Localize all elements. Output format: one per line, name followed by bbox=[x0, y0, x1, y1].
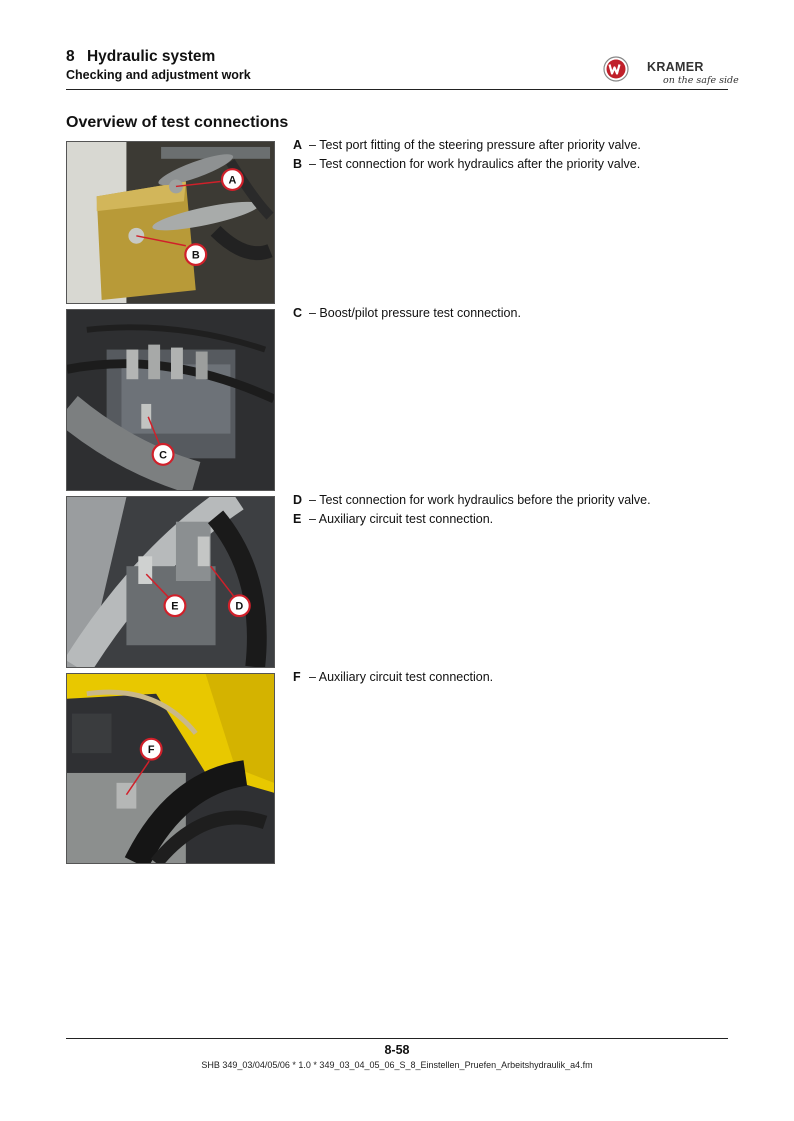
chapter-title: Hydraulic system bbox=[86, 48, 216, 65]
legend-group-d-e bbox=[293, 491, 651, 529]
footer-divider bbox=[66, 1038, 728, 1039]
legend-group-c bbox=[293, 304, 521, 323]
legend-group-f bbox=[293, 668, 493, 687]
legend-letter: F bbox=[293, 670, 301, 684]
legend-letter: B bbox=[293, 157, 303, 171]
legend-letter: C bbox=[293, 306, 303, 320]
photo-test-port-f bbox=[66, 673, 275, 864]
photo-test-ports-a-b bbox=[66, 141, 275, 304]
legend-item bbox=[293, 155, 641, 174]
legend-item bbox=[293, 491, 651, 510]
callout-label: C bbox=[159, 449, 168, 462]
callout-label: F bbox=[147, 744, 155, 757]
legend-text: – Auxiliary circuit test connection. bbox=[309, 670, 494, 684]
kramer-w-icon bbox=[603, 56, 629, 82]
legend-item bbox=[293, 510, 651, 529]
legend-text: – Auxiliary circuit test connection. bbox=[309, 512, 494, 526]
section-title: Overview of test connections bbox=[66, 114, 289, 131]
logo-tagline: on the safe side bbox=[663, 75, 739, 86]
chapter-heading bbox=[66, 48, 215, 66]
callout-label: B bbox=[191, 249, 200, 262]
page-number: 8-58 bbox=[384, 1043, 410, 1057]
document-id: SHB 349_03/04/05/06 * 1.0 * 349_03_04_05_06_S_8_Einstellen_Pruefen_Arbeitshydraulik_a4.fm bbox=[201, 1060, 593, 1070]
kramer-logo bbox=[603, 55, 739, 89]
legend-text: – Test port fitting of the steering pressure after priority valve. bbox=[309, 138, 641, 152]
legend-group-a-b bbox=[293, 136, 641, 174]
chapter-subtitle: Checking and adjustment work bbox=[66, 68, 251, 82]
chapter-number: 8 bbox=[66, 48, 75, 65]
callout-label: A bbox=[228, 174, 237, 187]
legend-item bbox=[293, 136, 641, 155]
legend-item bbox=[293, 668, 493, 687]
photo-test-port-c bbox=[66, 309, 275, 491]
callout-label: D bbox=[235, 600, 244, 613]
logo-brand: KRAMER bbox=[647, 60, 704, 74]
legend-text: – Test connection for work hydraulics after the priority valve. bbox=[309, 157, 641, 171]
legend-letter: A bbox=[293, 138, 303, 152]
legend-text: – Boost/pilot pressure test connection. bbox=[309, 306, 521, 320]
legend-letter: D bbox=[293, 493, 303, 507]
callout-label: E bbox=[171, 600, 179, 613]
header-divider bbox=[66, 89, 728, 90]
legend-item bbox=[293, 304, 521, 323]
legend-text: – Test connection for work hydraulics before the priority valve. bbox=[309, 493, 651, 507]
photo-test-ports-d-e bbox=[66, 496, 275, 668]
legend-letter: E bbox=[293, 512, 302, 526]
